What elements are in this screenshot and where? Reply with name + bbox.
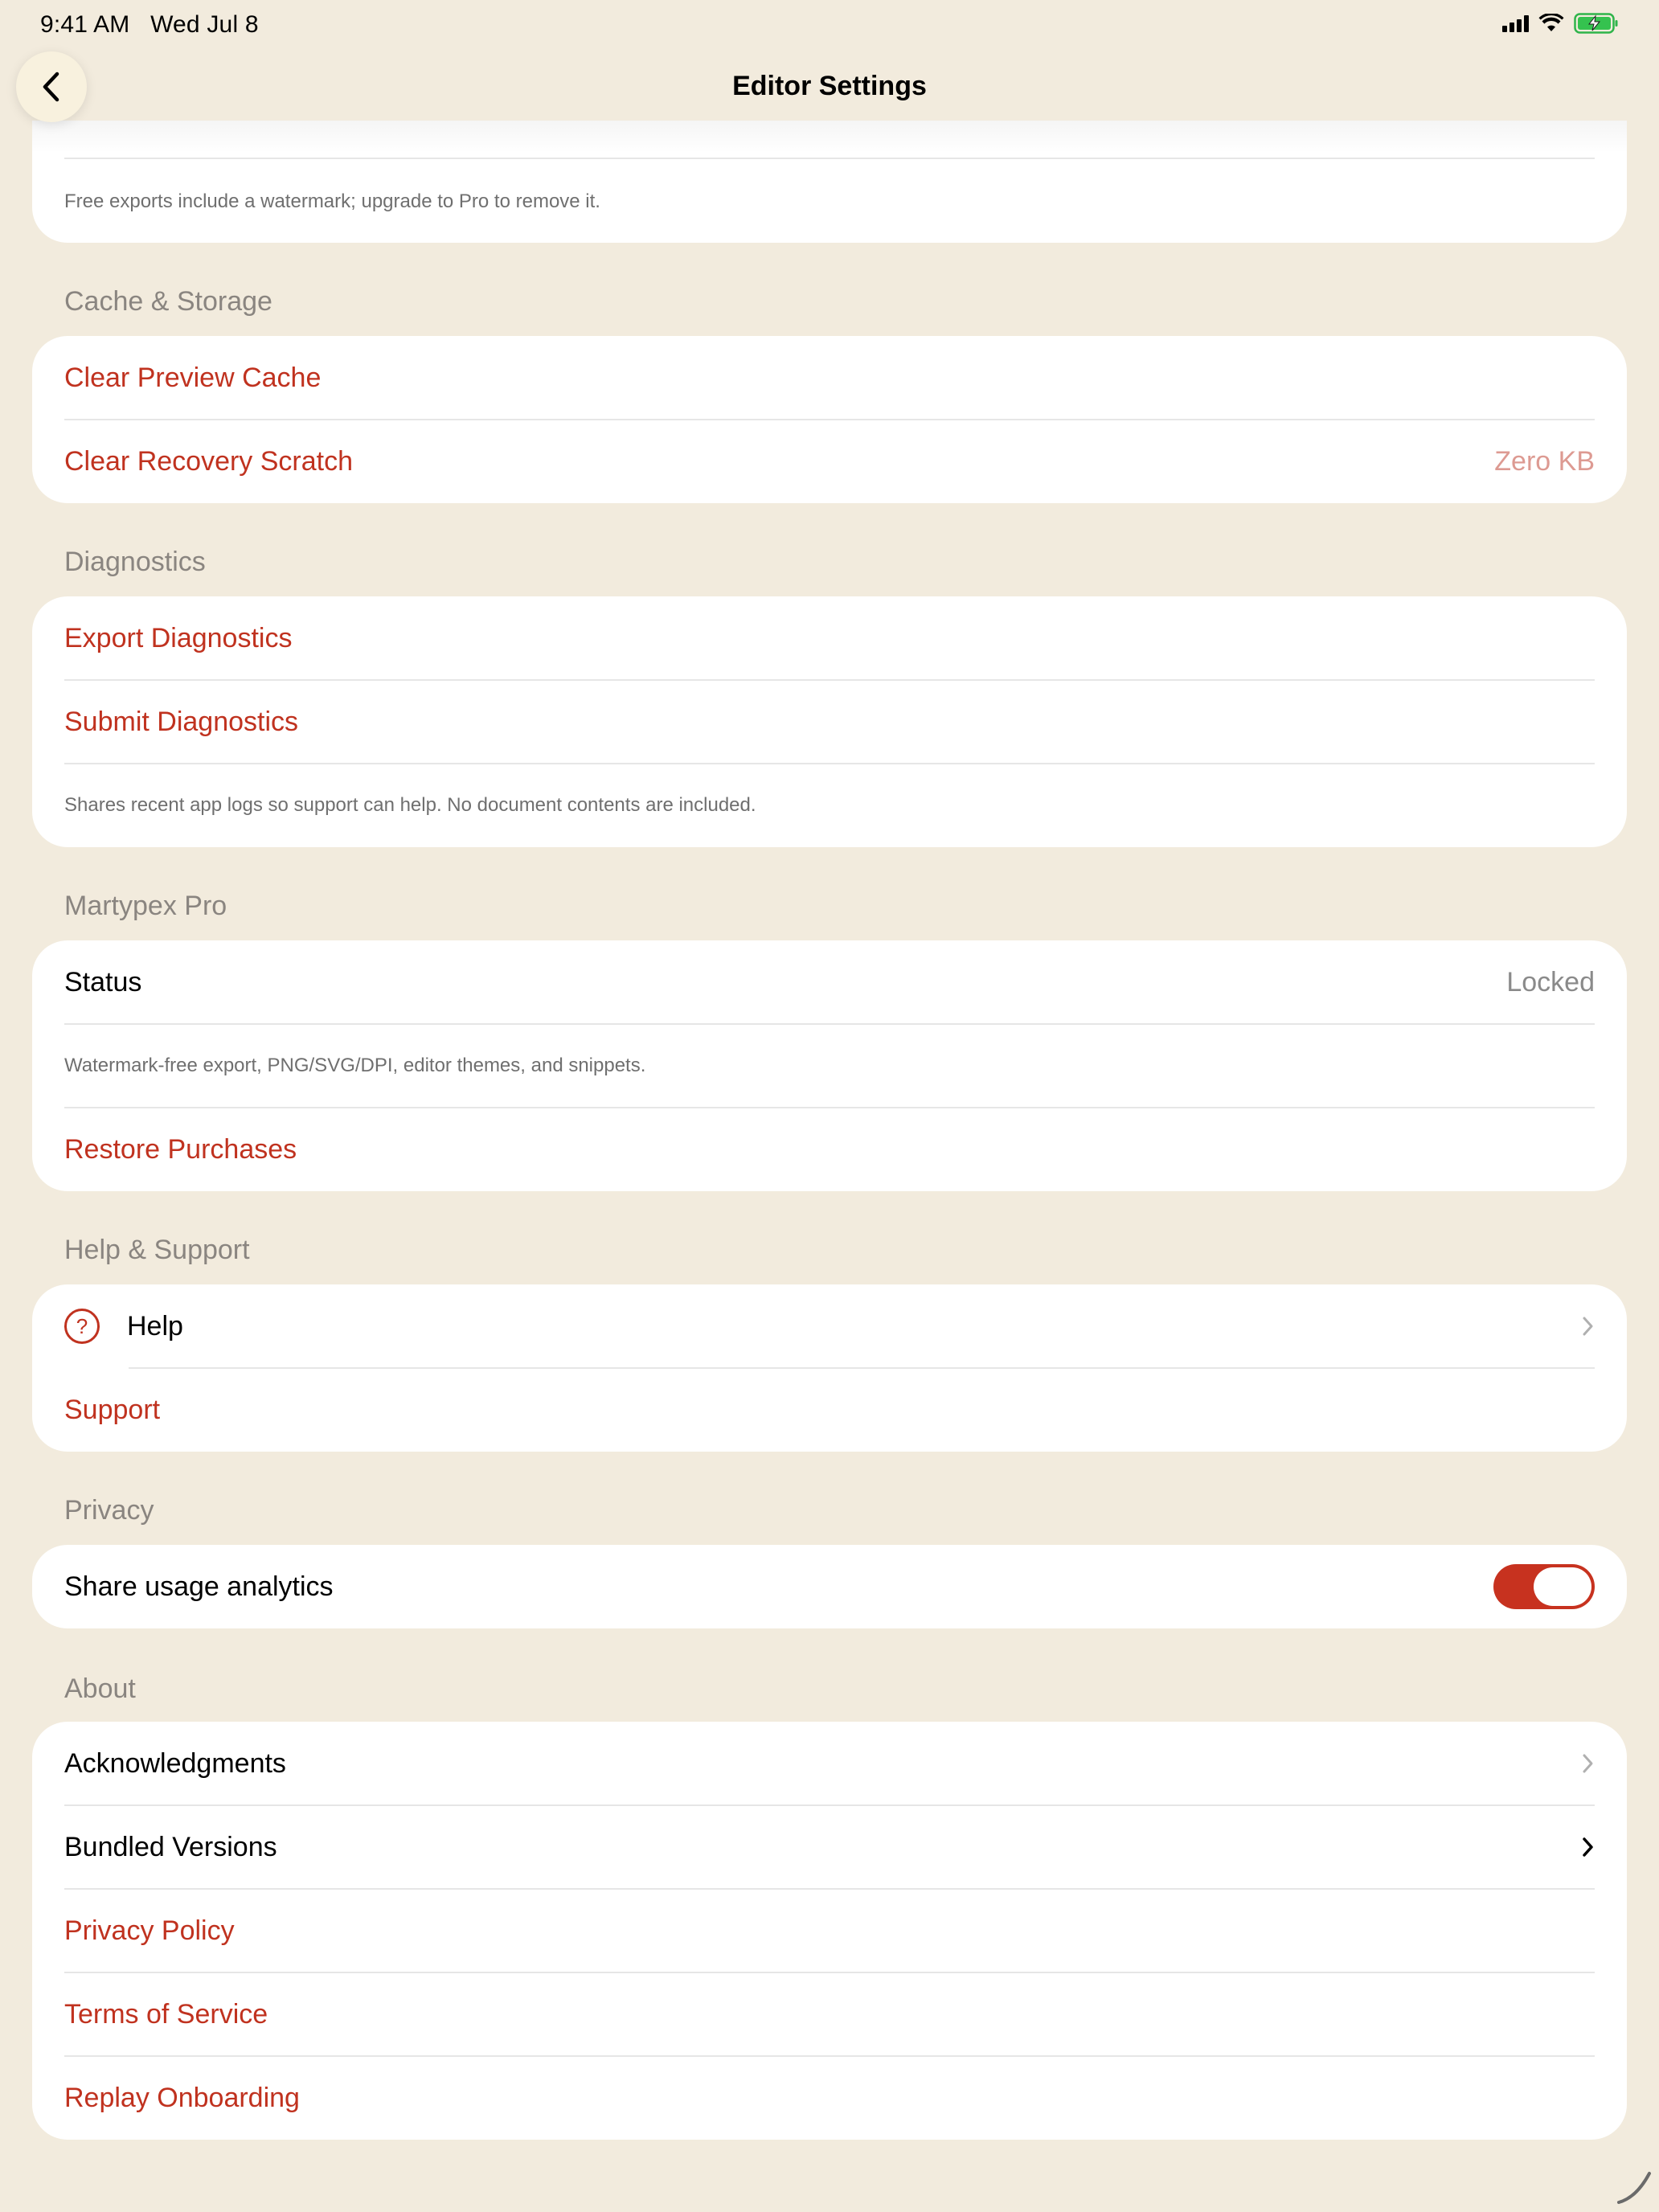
bundled-versions-label[interactable]: Bundled Versions [64, 1831, 277, 1862]
status-time [40, 11, 259, 39]
pro-status-value: Locked [1506, 966, 1595, 997]
separator [64, 158, 1595, 159]
cellular-signal-icon [1502, 14, 1529, 32]
privacy-policy-link[interactable]: Privacy Policy [64, 1915, 235, 1946]
pro-card [32, 940, 1627, 1191]
privacy-card [32, 1545, 1627, 1628]
navigation-bar [0, 51, 1659, 138]
support-row[interactable] [64, 1368, 1595, 1452]
submit-diagnostics-button[interactable]: Submit Diagnostics [64, 706, 299, 737]
bundled-versions-row[interactable] [64, 1805, 1595, 1889]
chevron-right-icon [1582, 1836, 1595, 1858]
clear-preview-cache-button[interactable]: Clear Preview Cache [64, 362, 322, 393]
export-footnote: Free exports include a watermark; upgrade to Pro to remove it. [64, 190, 600, 212]
export-card [32, 121, 1627, 243]
support-button[interactable]: Support [64, 1394, 161, 1425]
share-analytics-label: Share usage analytics [64, 1571, 334, 1602]
section-header-help-support: Help & Support [64, 1235, 250, 1265]
wifi-icon [1538, 14, 1564, 33]
acknowledgments-row[interactable] [64, 1722, 1595, 1805]
clear-recovery-scratch-row[interactable] [64, 420, 1595, 503]
diagnostics-card [32, 596, 1627, 847]
share-analytics-toggle[interactable] [1493, 1564, 1595, 1609]
section-header-pro: Martypex Pro [64, 891, 227, 921]
cache-storage-card [32, 336, 1627, 503]
privacy-policy-row[interactable] [64, 1889, 1595, 1972]
export-footnote-row [64, 188, 1595, 215]
section-header-diagnostics: Diagnostics [64, 547, 206, 577]
status-icons [1502, 13, 1619, 34]
pro-status-row [64, 940, 1595, 1024]
resize-handle-icon[interactable] [1612, 2165, 1654, 2207]
help-support-card [32, 1284, 1627, 1452]
status-time-text: 9:41 AM [40, 11, 130, 38]
clear-preview-cache-row[interactable] [64, 336, 1595, 420]
export-diagnostics-button[interactable]: Export Diagnostics [64, 622, 293, 653]
replay-onboarding-button[interactable]: Replay Onboarding [64, 2082, 300, 2113]
restore-purchases-button[interactable]: Restore Purchases [64, 1133, 297, 1165]
terms-of-service-link[interactable]: Terms of Service [64, 1998, 268, 2030]
diagnostics-footnote: Shares recent app logs so support can help. No document contents are included. [64, 794, 756, 816]
terms-row[interactable] [64, 1972, 1595, 2056]
help-row[interactable] [64, 1284, 1595, 1368]
restore-purchases-row[interactable] [64, 1108, 1595, 1191]
chevron-right-icon [1582, 1752, 1595, 1775]
toggle-knob [1534, 1567, 1591, 1606]
section-header-privacy: Privacy [64, 1495, 154, 1526]
share-analytics-row[interactable] [64, 1545, 1595, 1628]
chevron-right-icon [1582, 1315, 1595, 1337]
page-title: Editor Settings [732, 71, 927, 101]
pro-status-label: Status [64, 966, 142, 997]
diagnostics-footnote-row [64, 764, 1595, 847]
status-date-text: Wed Jul 8 [150, 11, 259, 38]
pro-description-row [64, 1024, 1595, 1108]
pro-description: Watermark-free export, PNG/SVG/DPI, editor themes, and snippets. [64, 1055, 646, 1076]
section-header-about: About [64, 1673, 136, 1704]
battery-charging-icon [1574, 13, 1619, 34]
acknowledgments-label[interactable]: Acknowledgments [64, 1747, 286, 1779]
status-bar [0, 0, 1659, 51]
clear-recovery-scratch-button[interactable]: Clear Recovery Scratch [64, 445, 354, 477]
export-diagnostics-row[interactable] [64, 596, 1595, 680]
about-card [32, 1722, 1627, 2140]
section-header-cache-storage: Cache & Storage [64, 286, 272, 317]
replay-onboarding-row[interactable] [64, 2056, 1595, 2140]
question-mark-icon: ? [64, 1309, 100, 1344]
submit-diagnostics-row[interactable] [64, 680, 1595, 764]
recovery-scratch-size: Zero KB [1494, 445, 1595, 477]
help-label[interactable]: Help [127, 1310, 183, 1342]
